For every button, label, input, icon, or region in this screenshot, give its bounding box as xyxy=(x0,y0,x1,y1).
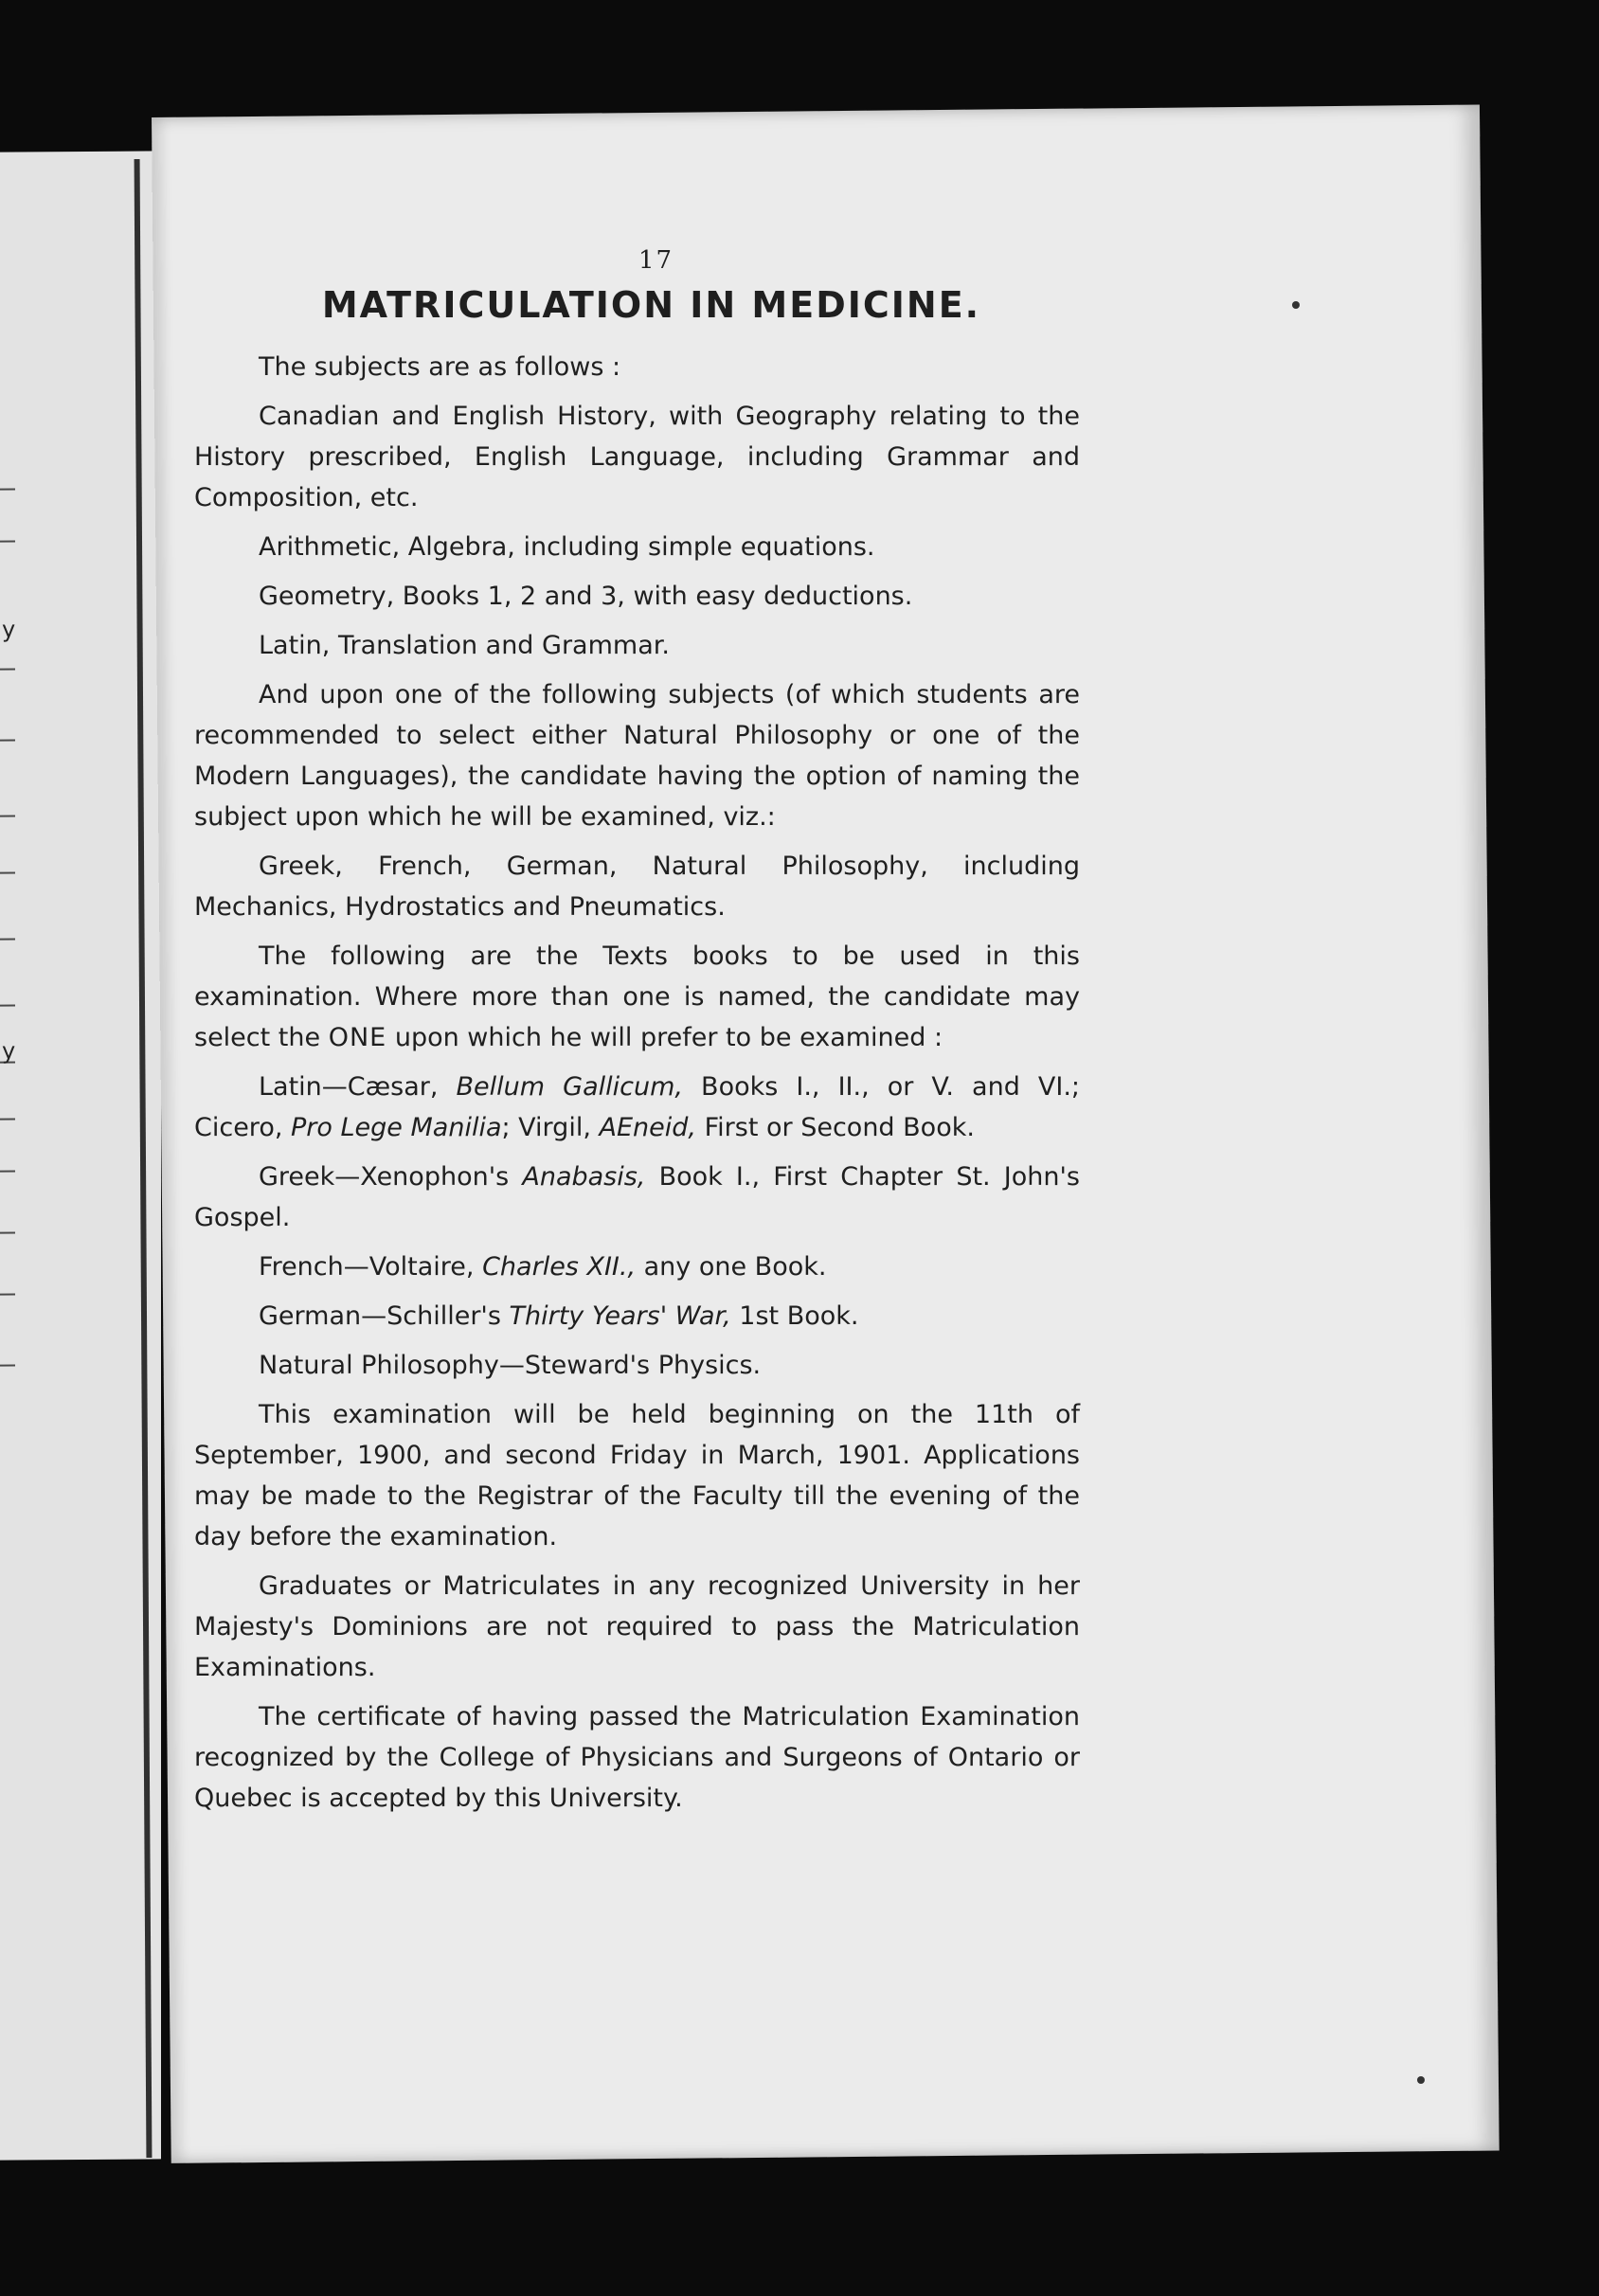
paragraph: Latin, Translation and Grammar. xyxy=(259,631,670,660)
text-run: The following are the Texts books to be used in this examination. Where more than one is named, the candidate may select the xyxy=(194,942,1080,1052)
text-run: any one Book. xyxy=(643,1252,827,1282)
left-page-letter: y xyxy=(2,616,16,643)
text-run: Book I., First Chapter St. John's Gospel. xyxy=(194,1162,1080,1232)
text-run: German—Schiller's xyxy=(259,1301,501,1331)
text-run: upon which he will prefer to be examined : xyxy=(394,1023,943,1052)
paragraph: Geometry, Books 1, 2 and 3, with easy deductions. xyxy=(259,582,913,611)
paragraph: And upon one of the following subjects (of which students are recommended to select either Natural Philosophy or one of the Modern Languages), the candidate having the option of naming the subject upon which he will be examined, viz.: xyxy=(194,680,1080,832)
paragraph: This examination will be held beginning on the 11th of September, 1900, and second Friday in March, 1901. Applications may be made to the Registrar of the Faculty till the evening of the day before the examination. xyxy=(194,1400,1080,1552)
text-run: Charles XII., xyxy=(482,1252,637,1282)
page-title: MATRICULATION IN MEDICINE. xyxy=(321,284,981,326)
text-run: Books I., II., or V. and VI.; Cicero, xyxy=(194,1072,1081,1142)
paragraph: The certificate of having passed the Matriculation Examination recognized by the College of Physicians and Surgeons of Ontario or Quebec is accepted by this University. xyxy=(194,1702,1080,1813)
text-run: AEneid, xyxy=(599,1113,696,1142)
paragraph: Arithmetic, Algebra, including simple equations. xyxy=(259,532,875,562)
paragraph: Greek, French, German, Natural Philosophy, including Mechanics, Hydrostatics and Pneumatics. xyxy=(194,852,1080,922)
text-run: Pro Lege Manilia xyxy=(291,1113,502,1142)
latin-texts xyxy=(194,1067,1080,1148)
page-number: 17 xyxy=(638,246,674,275)
text-run: First or Second Book. xyxy=(704,1113,975,1142)
speck xyxy=(1292,301,1300,309)
text-run: Anabasis, xyxy=(522,1162,646,1192)
text-run: Thirty Years' War, xyxy=(509,1301,731,1331)
paragraph: Graduates or Matriculates in any recognized University in her Majesty's Dominions are not required to pass the Matriculation Examinations. xyxy=(194,1571,1080,1682)
left-page-letter: y xyxy=(2,1037,16,1065)
natural-philosophy-texts: Natural Philosophy—Steward's Physics. xyxy=(259,1351,762,1380)
text-run: ONE xyxy=(328,1023,387,1052)
paragraph: Canadian and English History, with Geography relating to the History prescribed, English Language, including Grammar and Composition, etc. xyxy=(194,402,1080,512)
german-texts xyxy=(194,1296,1080,1336)
speck xyxy=(1417,2076,1425,2084)
french-texts xyxy=(194,1247,1080,1287)
text-run: Bellum Gallicum, xyxy=(456,1072,683,1102)
text-run: Greek—Xenophon's xyxy=(259,1162,510,1192)
text-run: 1st Book. xyxy=(739,1301,859,1331)
paragraph xyxy=(194,936,1080,1058)
text-run: French—Voltaire, xyxy=(259,1252,475,1282)
paragraph: The subjects are as follows : xyxy=(259,352,621,382)
greek-texts xyxy=(194,1157,1080,1238)
text-run: Latin—Cæsar, xyxy=(259,1072,439,1102)
text-run: ; Virgil, xyxy=(501,1113,591,1142)
page-content xyxy=(194,246,1080,1827)
